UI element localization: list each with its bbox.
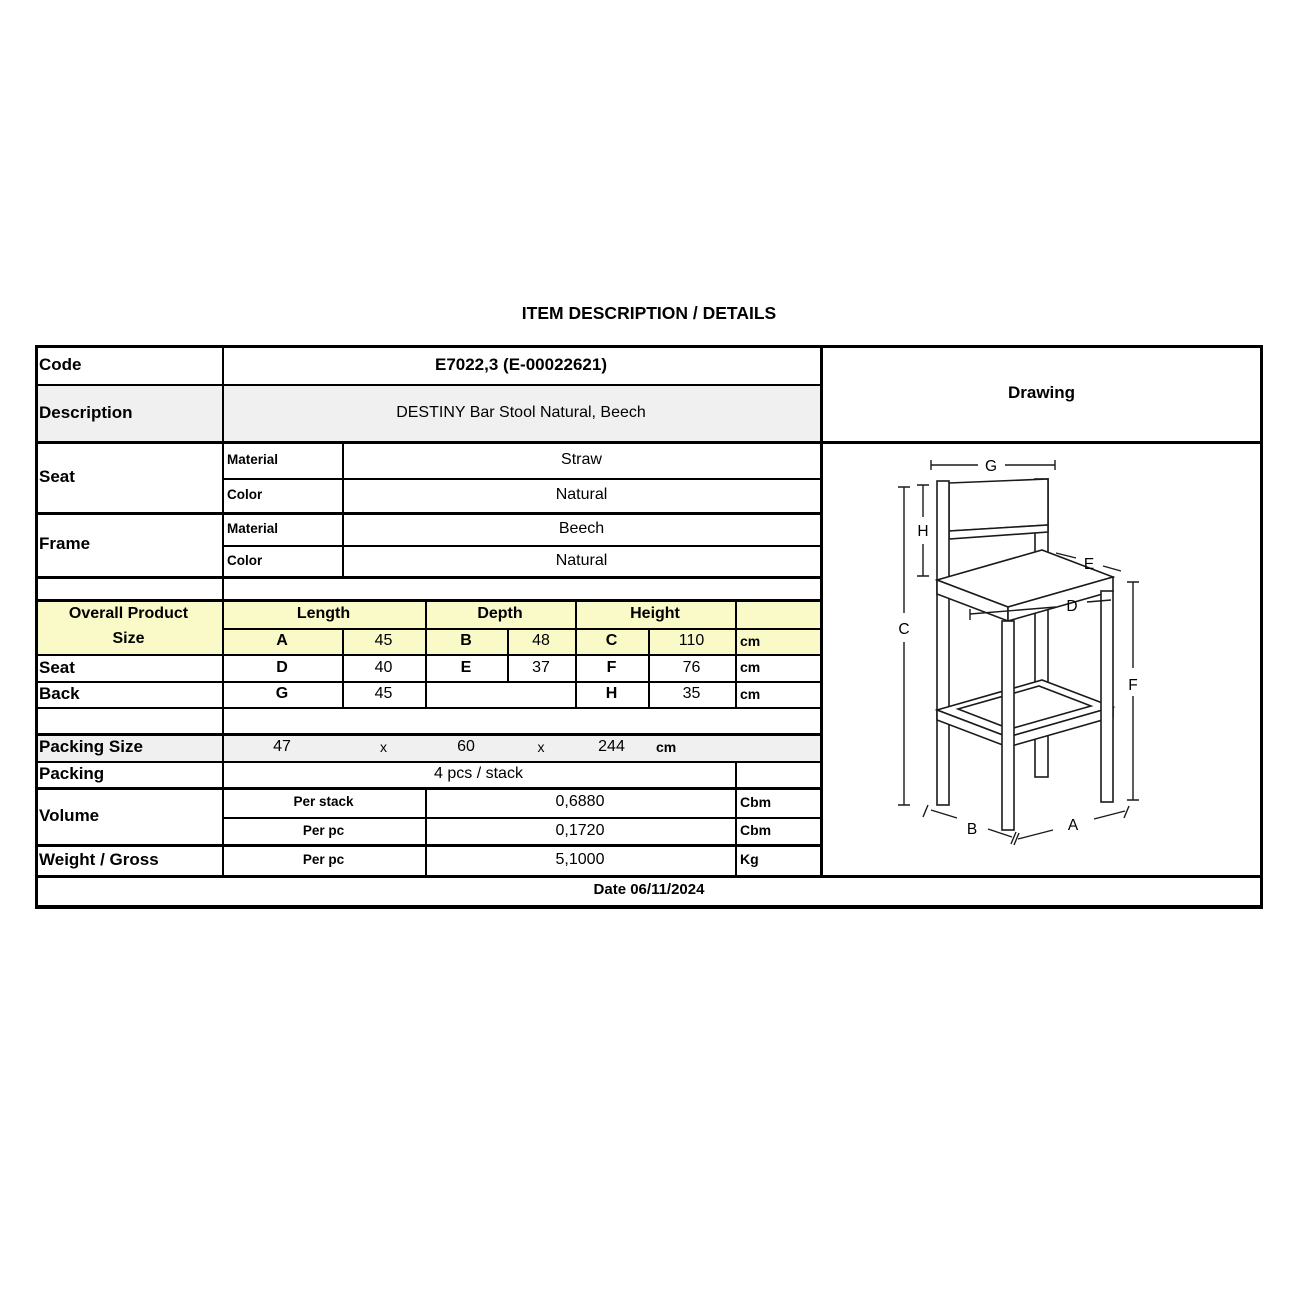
seat-section-label: Seat bbox=[39, 467, 75, 486]
code-value: E7022,3 (E-00022621) bbox=[434, 355, 608, 374]
description-label: Description bbox=[39, 403, 133, 422]
seat-color-value: Natural bbox=[555, 486, 608, 503]
dim-h-value: 35 bbox=[682, 685, 701, 702]
dim-label-f: F bbox=[1128, 677, 1138, 694]
packing-size-v1: 47 bbox=[273, 738, 291, 755]
dim-label-b: B bbox=[966, 821, 978, 838]
grid-line bbox=[735, 599, 737, 708]
overall-unit: cm bbox=[740, 633, 761, 649]
grid-line bbox=[35, 905, 1263, 909]
volume-per-pc-value: 0,1720 bbox=[555, 822, 605, 839]
dim-e-key: E bbox=[460, 659, 472, 676]
stool-back-post-left bbox=[937, 481, 949, 805]
col-header-length: Length bbox=[296, 605, 351, 622]
dim-g-key: G bbox=[275, 685, 289, 702]
volume-per-stack-label: Per stack bbox=[293, 794, 354, 809]
stool-leg-right bbox=[1101, 591, 1113, 802]
seat-color-label: Color bbox=[227, 487, 263, 502]
overall-product-size-header bbox=[35, 599, 222, 654]
seat-material-value: Straw bbox=[561, 451, 602, 468]
back-size-row-label: Back bbox=[39, 684, 80, 703]
frame-color-value: Natural bbox=[555, 552, 608, 569]
code-label: Code bbox=[39, 355, 82, 374]
description-value: DESTINY Bar Stool Natural, Beech bbox=[396, 404, 646, 421]
frame-section-label: Frame bbox=[39, 534, 91, 553]
dim-e-value: 37 bbox=[532, 659, 550, 676]
grid-line bbox=[735, 761, 737, 876]
col-header-height: Height bbox=[630, 605, 680, 622]
seat-material-label: Material bbox=[227, 452, 279, 467]
packing-label: Packing bbox=[39, 764, 105, 783]
packing-size-unit: cm bbox=[656, 739, 677, 755]
dim-label-h: H bbox=[917, 523, 929, 540]
weight-per-pc-label: Per pc bbox=[302, 852, 345, 867]
volume-per-stack-value: 0,6880 bbox=[555, 793, 605, 810]
spec-table bbox=[35, 345, 1263, 909]
dim-label-d: D bbox=[1066, 598, 1078, 615]
frame-material-label: Material bbox=[227, 521, 279, 536]
back-size-unit: cm bbox=[740, 686, 761, 702]
volume-per-pc-unit: Cbm bbox=[740, 822, 772, 838]
dim-c-key: C bbox=[605, 632, 618, 649]
dim-a-key: A bbox=[276, 632, 288, 649]
overall-product-size-line2: Size bbox=[112, 629, 145, 647]
dim-h-key: H bbox=[605, 685, 618, 702]
drawing-title: Drawing bbox=[1007, 383, 1076, 402]
dim-label-g: G bbox=[984, 458, 998, 475]
page-title: ITEM DESCRIPTION / DETAILS bbox=[521, 303, 777, 323]
weight-gross-label: Weight / Gross bbox=[39, 850, 159, 869]
dim-a-value: 45 bbox=[374, 632, 393, 649]
packing-size-v2: 60 bbox=[457, 738, 475, 755]
date-row: Date 06/11/2024 bbox=[593, 881, 705, 898]
stool-backrest-panel bbox=[949, 479, 1048, 531]
frame-color-label: Color bbox=[227, 553, 263, 568]
packing-size-x1: x bbox=[380, 739, 387, 755]
dim-label-e: E bbox=[1083, 556, 1095, 573]
stool-leg-front bbox=[1002, 621, 1014, 830]
grid-line bbox=[35, 707, 820, 709]
dim-label-a: A bbox=[1067, 817, 1079, 834]
volume-per-stack-unit: Cbm bbox=[740, 794, 772, 810]
dim-label-c: C bbox=[898, 621, 910, 638]
weight-value: 5,1000 bbox=[555, 851, 605, 868]
col-header-depth: Depth bbox=[477, 605, 523, 622]
dim-c-value: 110 bbox=[678, 632, 705, 649]
dim-b-value: 48 bbox=[532, 632, 550, 649]
volume-label: Volume bbox=[39, 806, 100, 825]
dim-g-value: 45 bbox=[374, 685, 393, 702]
weight-unit: Kg bbox=[740, 851, 759, 867]
packing-size-v3: 244 bbox=[598, 738, 625, 755]
stool-structure bbox=[937, 479, 1113, 830]
frame-material-value: Beech bbox=[558, 520, 605, 537]
volume-per-pc-label: Per pc bbox=[302, 823, 345, 838]
overall-product-size-line1: Overall Product bbox=[68, 604, 189, 622]
dim-line-c bbox=[898, 487, 910, 805]
seat-size-unit: cm bbox=[740, 659, 761, 675]
dim-f-key: F bbox=[606, 659, 617, 676]
packing-size-x2: x bbox=[537, 739, 545, 755]
grid-line bbox=[35, 576, 820, 579]
seat-size-row-label: Seat bbox=[39, 658, 75, 677]
dim-b-key: B bbox=[460, 632, 472, 649]
bar-stool-drawing bbox=[820, 443, 1263, 875]
dim-f-value: 76 bbox=[682, 659, 701, 676]
dim-d-value: 40 bbox=[374, 659, 393, 676]
packing-value: 4 pcs / stack bbox=[434, 765, 523, 782]
packing-size-label: Packing Size bbox=[39, 737, 143, 756]
dim-d-key: D bbox=[276, 659, 288, 676]
